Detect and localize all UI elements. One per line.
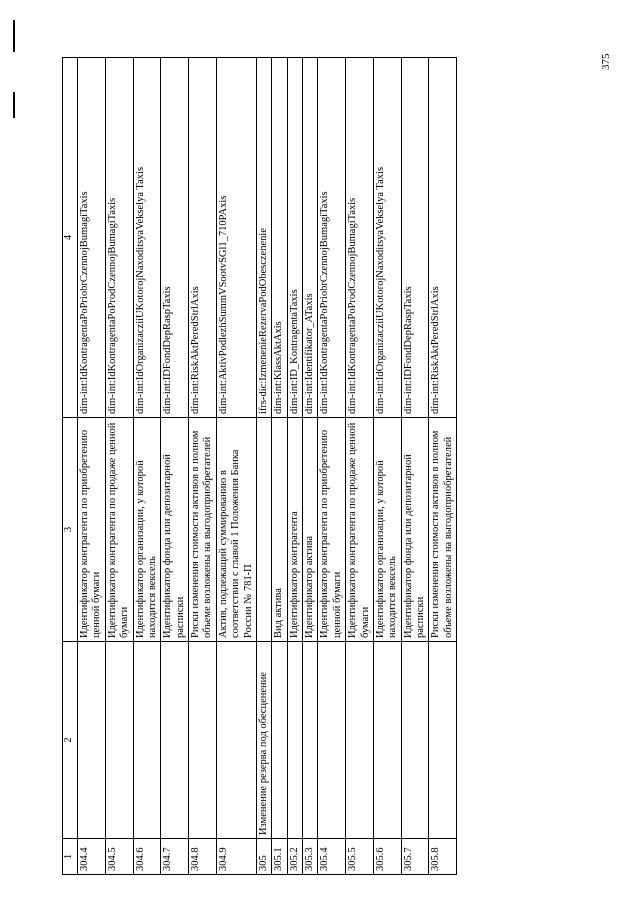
cell-code: dim-int:IDFondDepRaspTaxis (161, 58, 189, 418)
table-row (272, 58, 287, 875)
cell-desc: Идентификатор контрагента по приобретению ценной бумаги (318, 418, 346, 642)
cell-code: ifrs-dic:IzmenenieRezervaPodObesczenenie (256, 58, 271, 418)
cell-num: 305.3 (303, 839, 318, 875)
cell-num: 305.6 (373, 839, 401, 875)
cell-group (287, 642, 302, 839)
table-row (318, 58, 346, 875)
cell-code: dim-int:RiskAktPeredStrlAxis (189, 58, 217, 418)
table-row (105, 58, 133, 875)
cell-num: 304.7 (161, 839, 189, 875)
cell-group (216, 642, 256, 839)
column-header: 4 (63, 58, 78, 418)
data-table (62, 57, 457, 875)
table-row (78, 58, 106, 875)
cell-num: 304.6 (133, 839, 161, 875)
cell-num: 305.8 (429, 839, 457, 875)
table-row (287, 58, 302, 875)
cell-desc: Идентификатор контрагента по приобретению ценной бумаги (78, 418, 106, 642)
cell-num: 305 (256, 839, 271, 875)
cell-group (429, 642, 457, 839)
cell-num: 305.5 (346, 839, 374, 875)
scan-edge-mark (13, 20, 15, 52)
cell-desc: Идентификатор фонда или депозитарной расписки (161, 418, 189, 642)
cell-code: dim-int:ID_KontragentaTaxis (287, 58, 302, 418)
cell-desc: Идентификатор контрагента по продаже ценной бумаги (105, 418, 133, 642)
table-row (189, 58, 217, 875)
cell-group (303, 642, 318, 839)
cell-num: 304.5 (105, 839, 133, 875)
table-row (373, 58, 401, 875)
cell-num: 305.2 (287, 839, 302, 875)
scan-edge-mark (13, 92, 15, 118)
cell-desc: Идентификатор контрагента (287, 418, 302, 642)
cell-desc: Идентификатор организации, у которой находится вексель (133, 418, 161, 642)
cell-code: dim-int:IDFondDepRaspTaxis (401, 58, 429, 418)
cell-desc: Риски изменения стоимости активов в полном объеме возложены на выгодоприобретателей (429, 418, 457, 642)
table-row (133, 58, 161, 875)
cell-code: dim-int:KlassAktAxis (272, 58, 287, 418)
cell-num: 304.4 (78, 839, 106, 875)
table-row (429, 58, 457, 875)
cell-desc: Идентификатор организации, у которой находится вексель (373, 418, 401, 642)
cell-num: 305.4 (318, 839, 346, 875)
cell-desc: Актив, подлежащий суммированию в соответствии с главой 1 Положения Банка России № 781-П (216, 418, 256, 642)
cell-group (346, 642, 374, 839)
cell-num: 304.8 (189, 839, 217, 875)
cell-group: Изменение резерва под обесценение (256, 642, 271, 839)
cell-desc: Идентификатор фонда или депозитарной расписки (401, 418, 429, 642)
cell-group (161, 642, 189, 839)
cell-code: dim-int:AktivPodlezhSummVSootvSGl1_710PAxis (216, 58, 256, 418)
cell-group (105, 642, 133, 839)
cell-code: dim-int:IdKontragentaPoPriobrCzennojBumagiTaxis (78, 58, 106, 418)
cell-code: dim-int:RiskAktPeredStrlAxis (429, 58, 457, 418)
cell-group (318, 642, 346, 839)
column-header: 1 (63, 839, 78, 875)
cell-num: 305.7 (401, 839, 429, 875)
cell-group (133, 642, 161, 839)
table-row (346, 58, 374, 875)
table-header-row (63, 58, 78, 875)
cell-group (373, 642, 401, 839)
table-row (256, 58, 271, 875)
cell-code: dim-int:IdKontragentaPoProdCzennojBumagiTaxis (346, 58, 374, 418)
rotated-table-container (62, 58, 590, 875)
cell-desc: Идентификатор контрагента по продаже ценной бумаги (346, 418, 374, 642)
cell-desc: Идентификатор актива (303, 418, 318, 642)
cell-code: dim-int:Identifikator_ATaxis (303, 58, 318, 418)
cell-code: dim-int:IdOrganizacziiUKotorojNaxoditsyaVekselya Taxis (373, 58, 401, 418)
cell-code: dim-int:IdOrganizacziiUKotorojNaxoditsyaVekselya Taxis (133, 58, 161, 418)
cell-desc: Вид актива (272, 418, 287, 642)
page-number: 375 (600, 53, 612, 70)
column-header: 2 (63, 642, 78, 839)
cell-desc: Риски изменения стоимости активов в полном объеме возложены на выгодоприобретателей (189, 418, 217, 642)
cell-num: 305.1 (272, 839, 287, 875)
cell-code: dim-int:IdKontragentaPoProdCzennojBumagiTaxis (105, 58, 133, 418)
table-row (216, 58, 256, 875)
table-row (303, 58, 318, 875)
table-row (401, 58, 429, 875)
cell-code: dim-int:IdKontragentaPoPriobrCzennojBumagiTaxis (318, 58, 346, 418)
cell-group (272, 642, 287, 839)
cell-group (189, 642, 217, 839)
column-header: 3 (63, 418, 78, 642)
cell-num: 304.9 (216, 839, 256, 875)
cell-group (78, 642, 106, 839)
cell-group (401, 642, 429, 839)
table-row (161, 58, 189, 875)
cell-desc (256, 418, 271, 642)
